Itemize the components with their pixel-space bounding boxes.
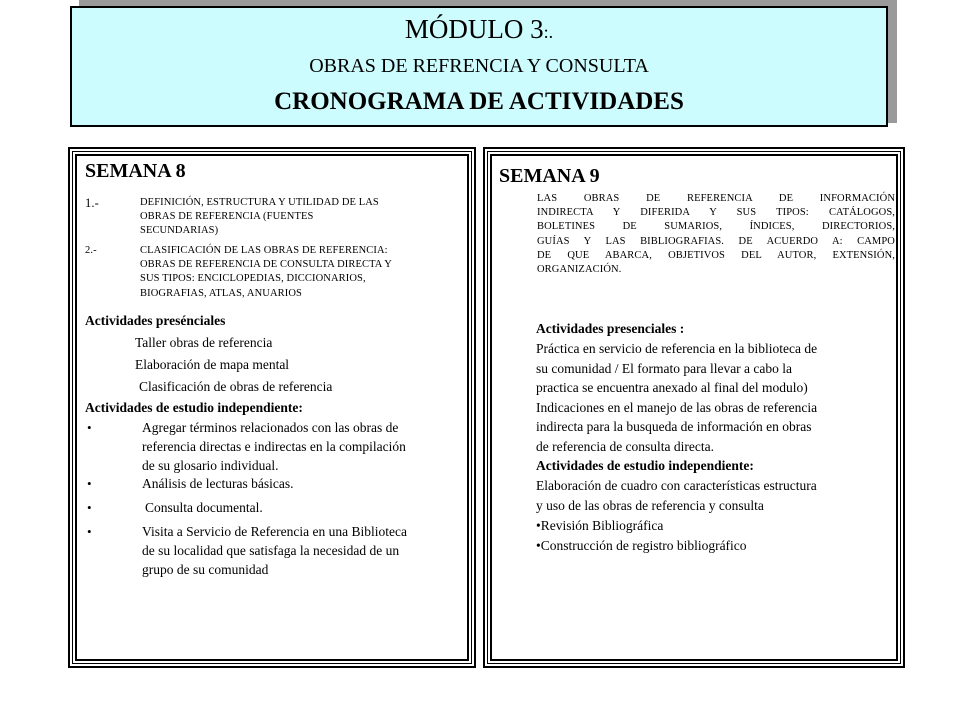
week-8-bullet-line: de su localidad que satisfaga la necesidad de un [142,543,400,558]
week-9-independiente-line: •Construcción de registro bibliográfico [536,538,747,553]
week-8-item-1-number: 1.- [85,196,99,210]
week-8-item-2-line: CLASIFICACIÓN DE LAS OBRAS DE REFERENCIA: [140,245,388,256]
week-8-panel-content [75,154,469,661]
bullet-icon: • [87,500,92,515]
week-9-independiente-heading: Actividades de estudio independiente: [536,458,754,473]
module-subtitle: OBRAS DE REFRENCIA Y CONSULTA [309,55,649,77]
week-8-bullet-line: de su glosario individual. [142,458,279,473]
week-9-description [537,192,895,277]
week-9-description-line: LAS OBRAS DE REFERENCIA DE INFORMACIÓN [537,193,895,204]
week-9-presencial-line: Práctica en servicio de referencia en la biblioteca de [536,341,818,356]
week-9-description-line: BOLETINES DE SUMARIOS, ÍNDICES, DIRECTORIOS, [537,221,895,233]
week-8-presencial-item: Clasificación de obras de referencia [139,379,333,394]
week-9-presencial-heading: Actividades presenciales : [536,321,685,336]
week-9-presencial-line: su comunidad / El formato para llevar a cabo la [536,360,793,376]
week-9-independiente-line: y uso de las obras de referencia y consulta [536,498,764,513]
week-8-bullet-line: Visita a Servicio de Referencia en una Biblioteca [142,524,407,539]
week-9-presencial-line: Indicaciones en el manejo de las obras de referencia [536,399,818,415]
week-9-presencial-text [536,339,817,456]
bullet-icon: • [87,524,92,539]
week-8-presencial-heading: Actividades presénciales [85,313,226,328]
week-9-presencial-line: indirecta para la busqueda de información en obras [536,419,812,434]
week-8-item-2-line: OBRAS DE REFERENCIA DE CONSULTA DIRECTA Y [140,259,392,271]
week-8-independiente-heading: Actividades de estudio independiente: [85,400,303,415]
week-9-independiente-line: •Revisión Bibliográfica [536,518,664,533]
week-8-item-2-line: SUS TIPOS: ENCICLOPEDIAS, DICCIONARIOS, [140,273,366,285]
module-header [70,6,888,127]
bullet-icon: • [87,476,92,491]
week-9-description-line: DE QUE ABARCA, OBJETIVOS DEL AUTOR, EXTENSIÓN, [537,249,895,261]
week-9-panel-content [490,154,898,661]
bullet-icon: • [87,420,92,435]
week-8-item-1-line: OBRAS DE REFERENCIA (FUENTES [140,211,314,223]
schedule-heading: CRONOGRAMA DE ACTIVIDADES [274,88,684,115]
week-9-description-line: INDIRECTA Y DIFERIDA Y SUS TIPOS: CATÁLOGOS, [537,207,895,219]
week-8-bullet-1 [142,418,457,475]
week-8-item-2-number: 2.- [85,245,97,256]
module-title-text: MÓDULO 3 [404,14,544,44]
module-title-suffix: :. [543,22,554,42]
week-9-description-line: GUÍAS Y LAS BIBLIOGRAFIAS. DE ACUERDO A: CAMPO [537,235,895,247]
week-8-presencial-item: Taller obras de referencia [135,335,273,350]
week-9-description-line: ORGANIZACIÓN. [537,264,622,276]
week-8-item-1-text [140,196,469,239]
week-9-panel [483,147,905,668]
week-8-item-1-line: DEFINICIÓN, ESTRUCTURA Y UTILIDAD DE LAS [140,197,379,208]
module-title [72,14,886,47]
week-8-bullet-line: grupo de su comunidad [142,562,269,577]
week-9-independiente-text [536,476,817,556]
week-8-bullet-3: Consulta documental. [145,500,263,515]
week-8-item-1-line: SECUNDARIAS) [140,225,219,237]
week-8-title: SEMANA 8 [85,160,186,182]
week-9-independiente-line: Elaboración de cuadro con características estructura [536,478,817,493]
week-9-presencial-line: de referencia de consulta directa. [536,438,715,454]
week-8-bullet-line: referencia directas e indirectas en la compilación [142,439,406,454]
week-8-bullet-4 [142,522,467,579]
week-8-panel [68,147,476,668]
week-8-item-2-line: BIOGRAFIAS, ATLAS, ANUARIOS [140,287,302,299]
week-8-presencial-item: Elaboración de mapa mental [135,357,290,372]
week-9-presencial-line: practica se encuentra anexado al final del modulo) [536,380,808,395]
week-9-title: SEMANA 9 [499,165,600,187]
week-8-bullet-2: Análisis de lecturas básicas. [142,476,294,491]
week-8-bullet-line: Agregar términos relacionados con las obras de [142,420,399,435]
week-8-item-2-text [140,244,469,301]
